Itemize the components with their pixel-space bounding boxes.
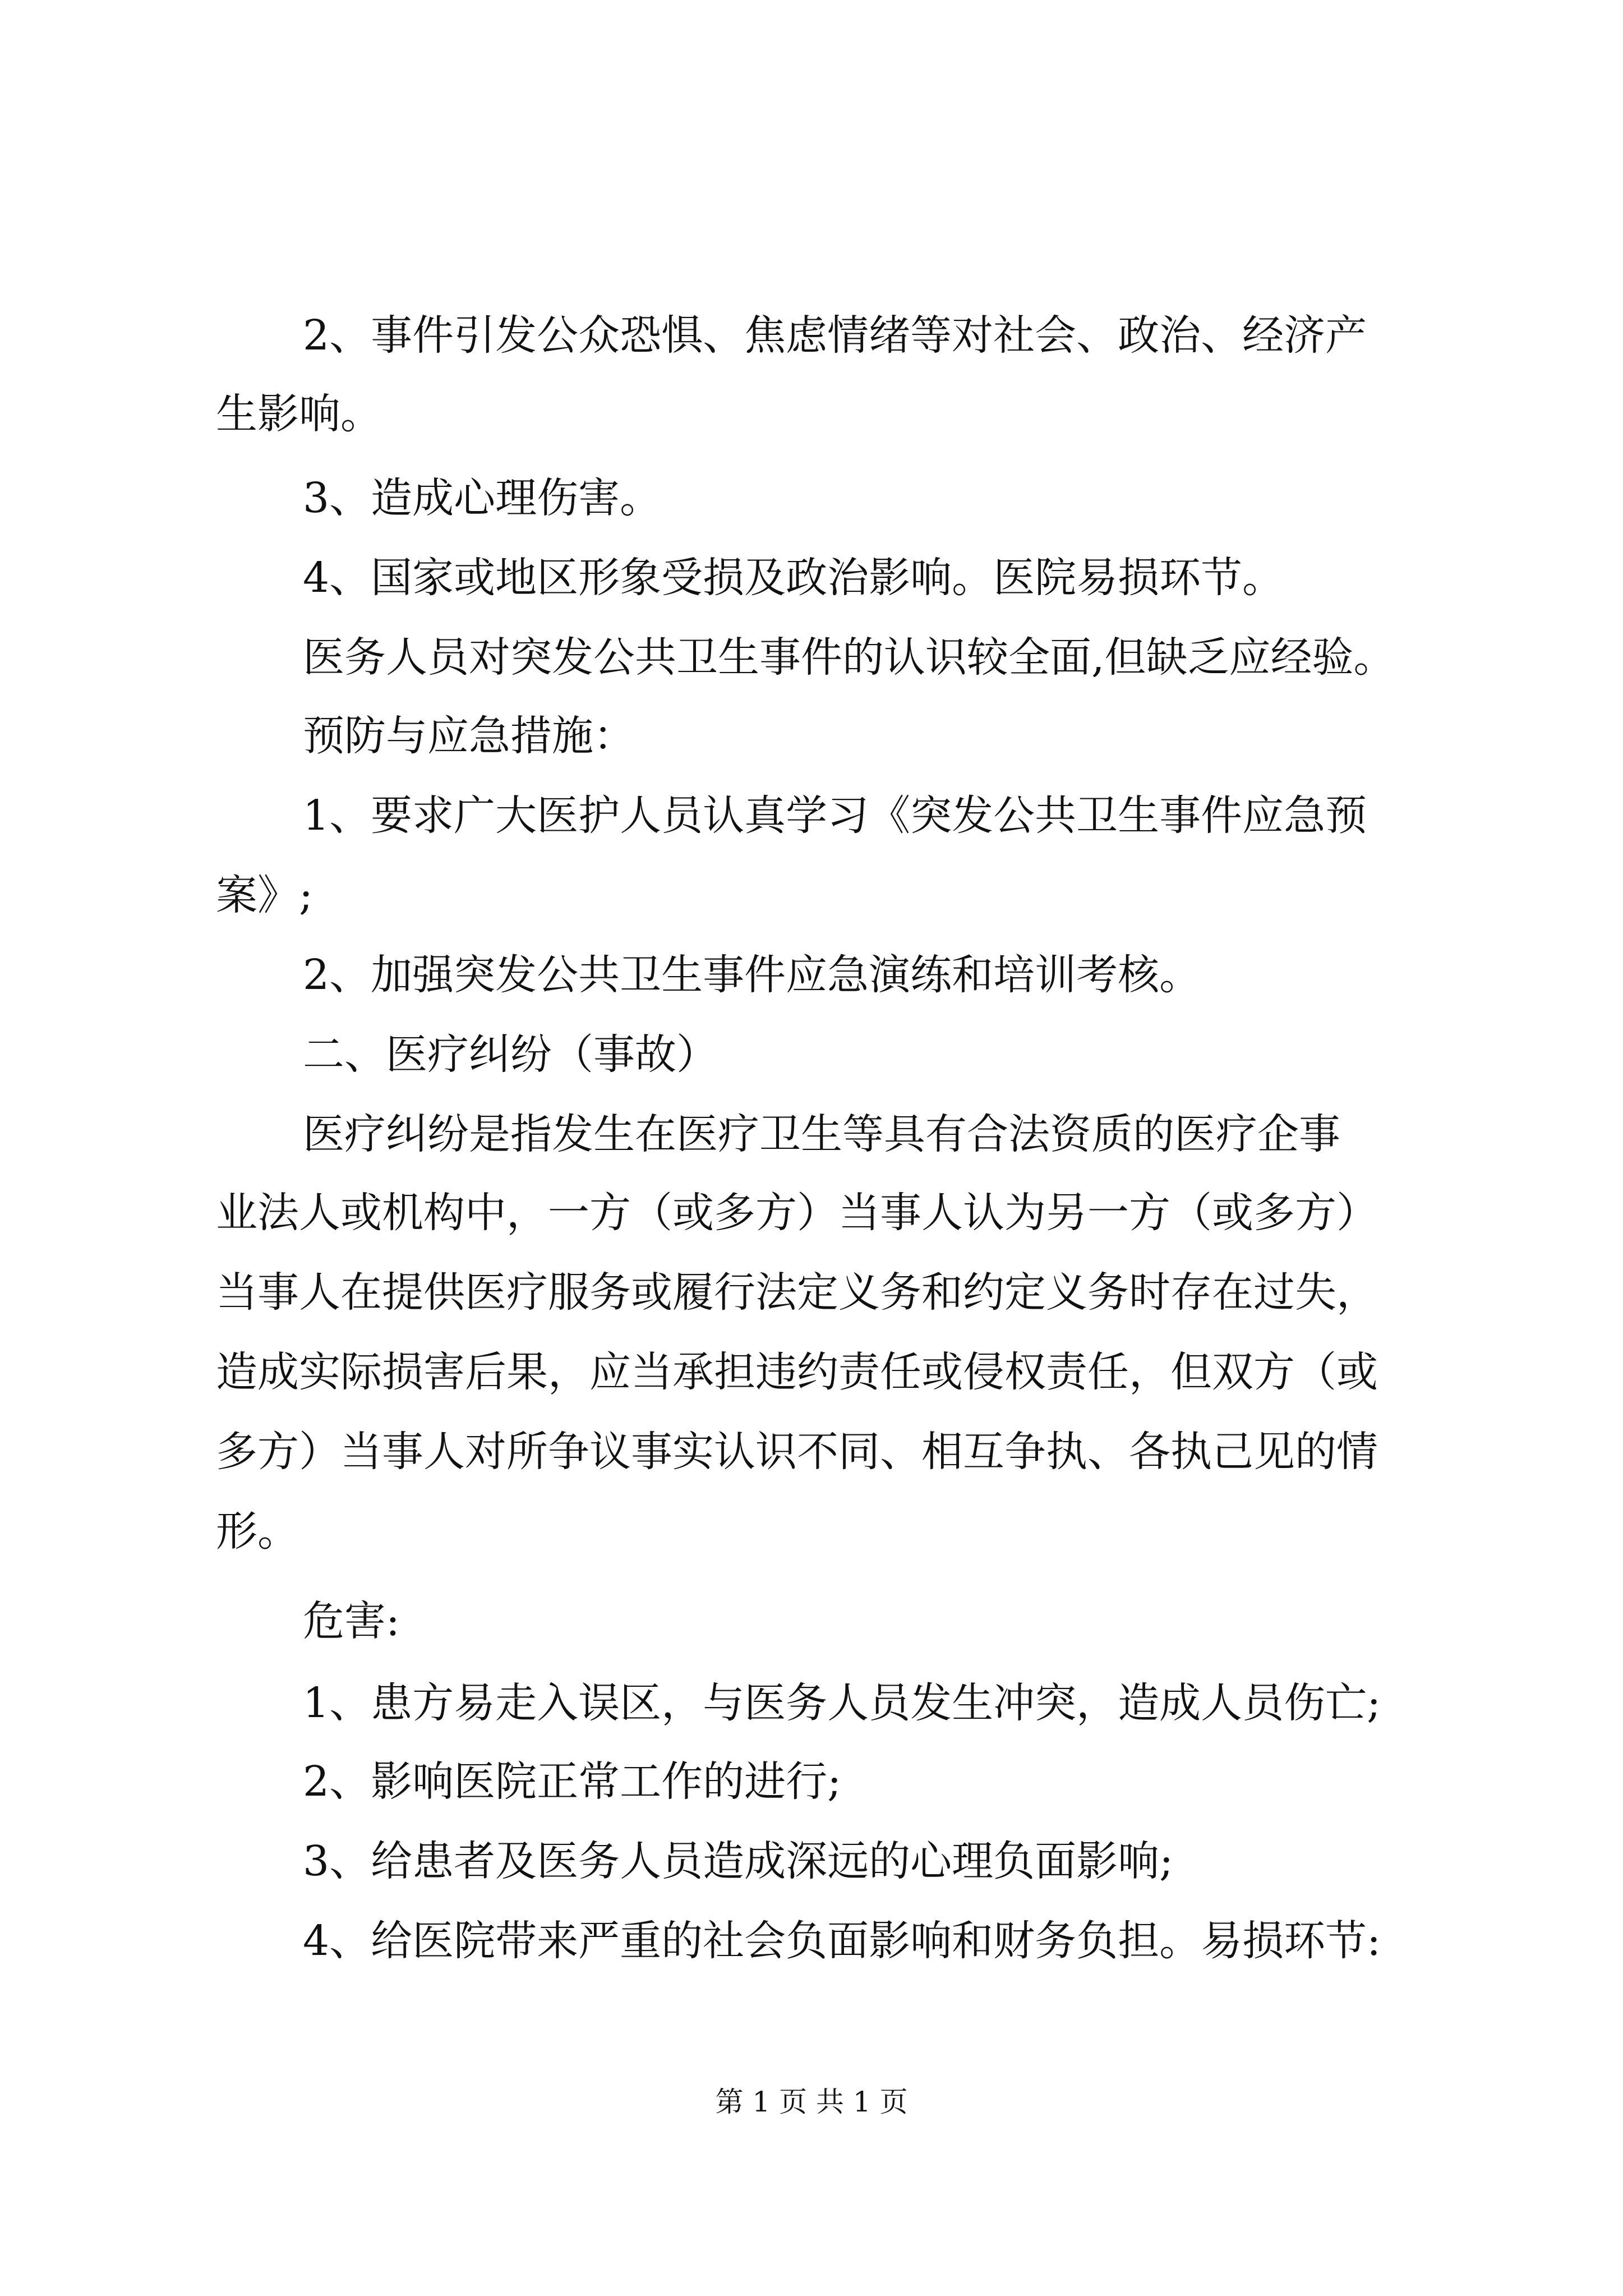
text-line: 3、造成心理伤害。 xyxy=(303,474,662,522)
text-line: 预防与应急措施： xyxy=(303,712,635,760)
text-line: 医疗纠纷是指发生在医疗卫生等具有合法资质的医疗企事 xyxy=(303,1110,1340,1158)
page-number-footer: 第 1 页 共 1 页 xyxy=(715,2086,908,2118)
text-line: 案》; xyxy=(216,871,313,919)
text-line: 多方）当事人对所争议事实认识不同、相互争执、各执己见的情 xyxy=(216,1428,1378,1476)
section-heading: 二、医疗纠纷（事故） xyxy=(303,1030,718,1079)
text-line: 3、给患者及医务人员造成深远的心理负面影响; xyxy=(303,1837,1174,1885)
text-line: 2、加强突发公共卫生事件应急演练和培训考核。 xyxy=(303,951,1201,999)
text-line: 业法人或机构中，一方（或多方）当事人认为另一方（或多方） xyxy=(216,1189,1378,1237)
text-line: 4、给医院带来严重的社会负面影响和财务负担。易损环节: xyxy=(303,1917,1381,1965)
text-line: 生影响。 xyxy=(216,390,382,438)
text-line: 医务人员对突发公共卫生事件的认识较全面,但缺乏应经验。 xyxy=(303,633,1395,682)
text-line: 4、国家或地区形象受损及政治影响。医院易损环节。 xyxy=(303,554,1284,602)
text-line: 2、影响医院正常工作的进行; xyxy=(303,1757,842,1806)
text-line: 形。 xyxy=(216,1507,299,1556)
text-line: 1、要求广大医护人员认真学习《突发公共卫生事件应急预 xyxy=(303,792,1367,840)
text-line: 危害: xyxy=(303,1597,400,1645)
text-line: 1、患方易走入误区，与医务人员发生冲突，造成人员伤亡; xyxy=(303,1679,1381,1727)
text-line: 2、事件引发公众恐惧、焦虑情绪等对社会、政治、经济产 xyxy=(303,311,1367,360)
text-line: 造成实际损害后果，应当承担违约责任或侵权责任，但双方（或 xyxy=(216,1348,1378,1396)
text-line: 当事人在提供医疗服务或履行法定义务和约定义务时存在过失， xyxy=(216,1268,1378,1317)
